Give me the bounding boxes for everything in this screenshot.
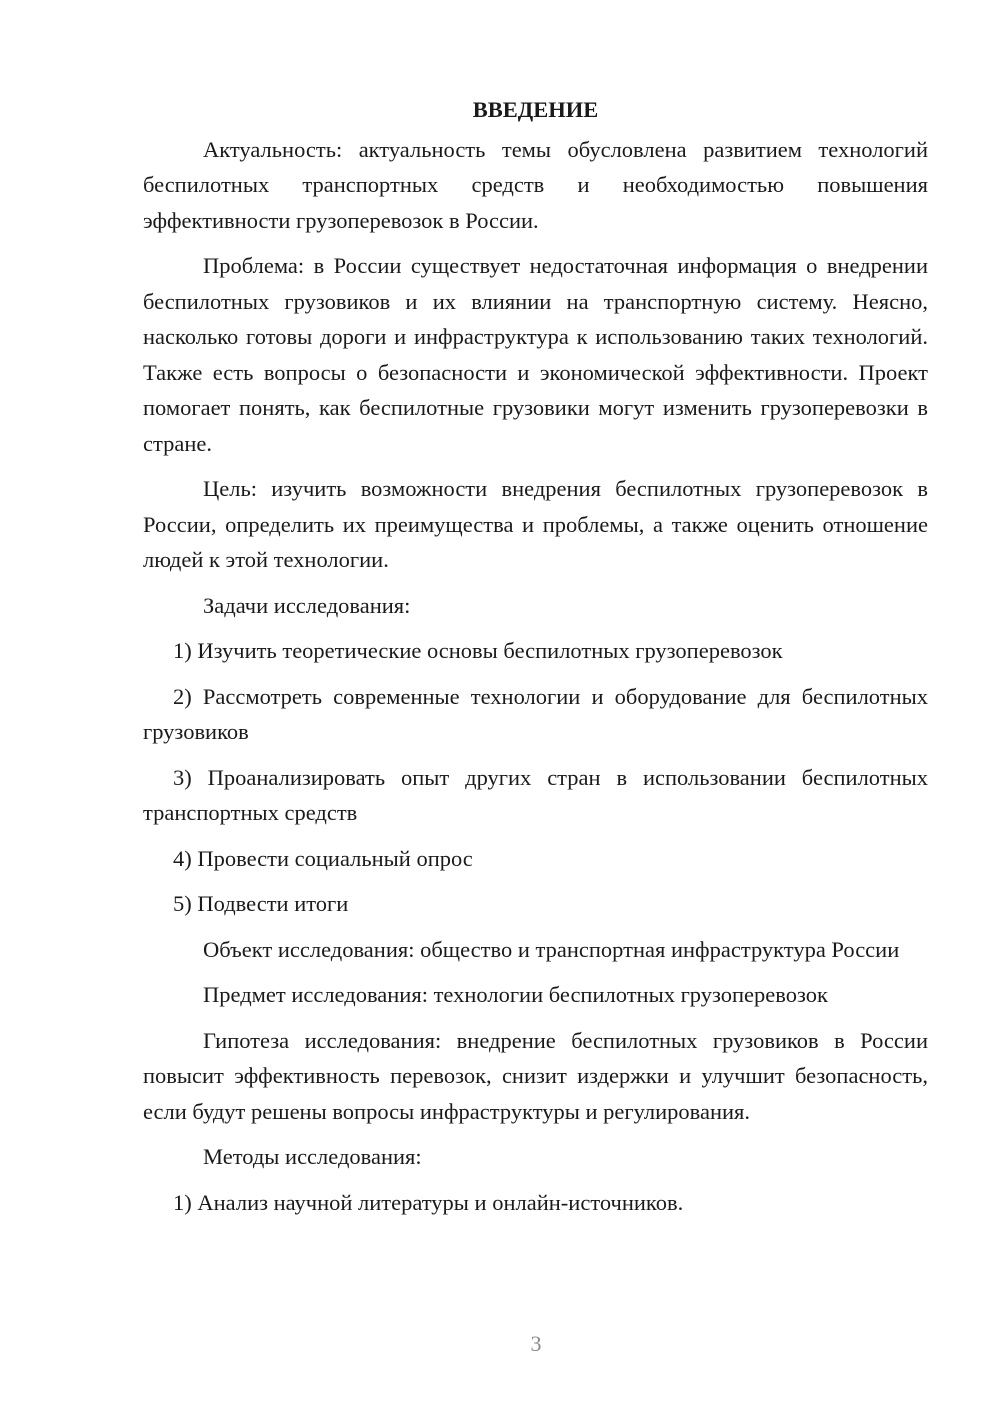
tasks-heading: Задачи исследования:	[203, 592, 411, 618]
task-item-2: 2) Рассмотреть современные технологии и оборудование для беспилотных грузовиков	[143, 683, 928, 744]
paragraph-relevance: Актуальность: актуальность темы обусловлена развитием технологий беспилотных транспортных средств и необходимостью повышения эффективности грузоперевозок в России.	[143, 136, 928, 233]
task-item-4: 4) Провести социальный опрос	[173, 845, 473, 871]
paragraph-subject: Предмет исследования: технологии беспилотных грузоперевозок	[203, 982, 828, 1007]
page-number: 3	[530, 1331, 542, 1356]
paragraph-hypothesis: Гипотеза исследования: внедрение беспилотных грузовиков в России повысит эффективность перевозок, снизит издержки и улучшит безопасность, если будут решены вопросы инфраструктуры и регулирования.	[143, 1027, 928, 1124]
paragraph-goal: Цель: изучить возможности внедрения беспилотных грузоперевозок в России, определить их преимущества и проблемы, а также оценить отношение людей к этой технологии.	[143, 476, 928, 572]
method-item-1: 1) Анализ научной литературы и онлайн-источников.	[173, 1189, 684, 1215]
task-item-5: 5) Подвести итоги	[173, 891, 349, 916]
paragraph-object: Объект исследования: общество и транспортная инфраструктура России	[203, 936, 900, 962]
paragraph-problem: Проблема: в России существует недостаточная информация о внедрении беспилотных грузовиков и их влиянии на транспортную систему. Неясно, насколько готовы дороги и инфраструктура к использованию таких технологий. Также есть вопросы о безопасности и экономической эффективности. Проект помогает понять, как беспилотные грузовики могут изменить грузоперевозки в стране.	[143, 253, 928, 456]
page-title: ВВЕДЕНИЕ	[472, 97, 599, 122]
page-body	[143, 92, 928, 1230]
task-item-3: 3) Проанализировать опыт других стран в использовании беспилотных транспортных средств	[143, 764, 928, 825]
task-item-1: 1) Изучить теоретические основы беспилотных грузоперевозок	[173, 638, 783, 663]
methods-heading: Методы исследования:	[203, 1144, 422, 1169]
